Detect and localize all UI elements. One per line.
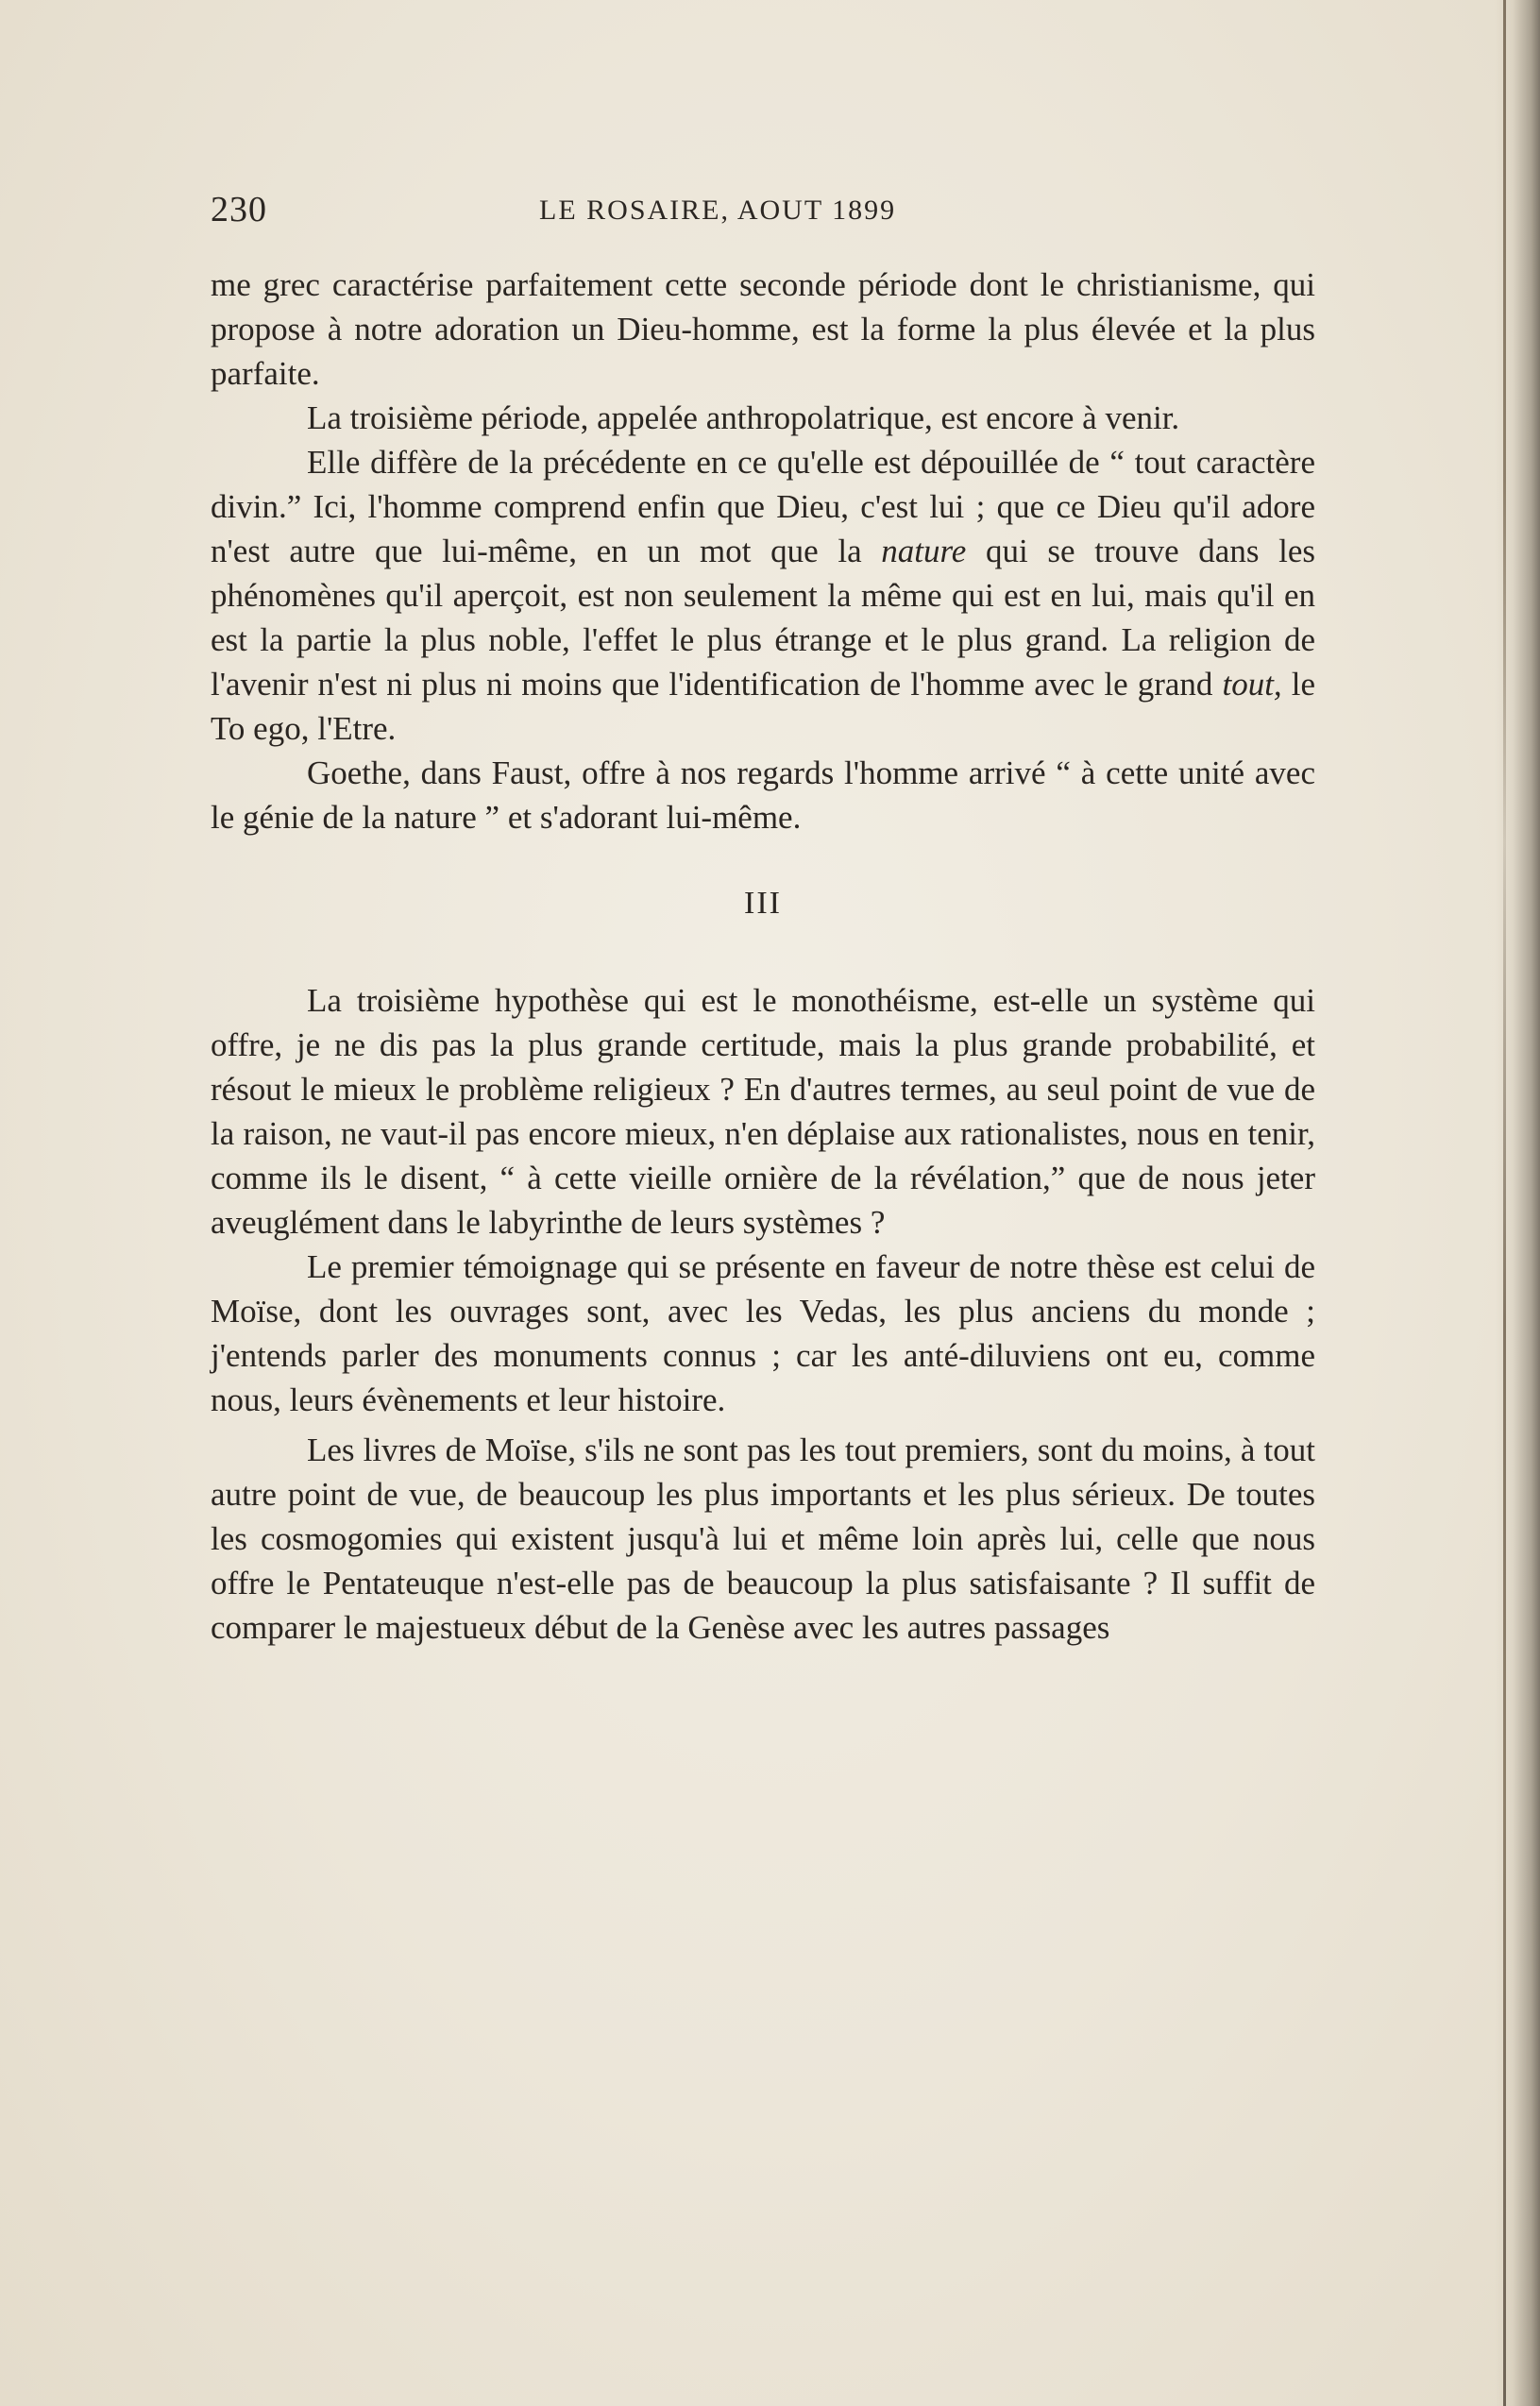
paragraph-5: La troisième hypothèse qui est le monothéisme, est-elle un système qui offre, je ne dis pas la plus grande certitude, mais la plus grande probabilité, et résout le mieux le problème religieux ? En d'autres termes, au seul point de vue de la raison, ne vaut-il pas encore mieux, n'en déplaise aux rationalistes, nous en tenir, comme ils le disent, “ à cette vieille ornière de la révélation,” que de nous jeter aveuglément dans le labyrinthe de leurs systèmes ? xyxy=(211,982,1315,1241)
page-header xyxy=(211,189,985,232)
running-title: LE ROSAIRE, AOUT 1899 xyxy=(539,195,897,226)
italic-nature: nature xyxy=(881,533,967,569)
paragraph-7: Les livres de Moïse, s'ils ne sont pas les tout premiers, sont du moins, à tout autre point de vue, de beaucoup les plus importants et les plus sérieux. De toutes les cosmogomies qui existent jusqu'à lui et même loin après lui, celle que nous offre le Pentateuque n'est-elle pas de beaucoup la plus satisfaisante ? Il suffit de comparer le majestueux début de la Genèse avec les autres passages xyxy=(211,1432,1315,1646)
italic-tout: tout, xyxy=(1222,666,1282,703)
paragraph-4: Goethe, dans Faust, offre à nos regards l'homme arrivé “ à cette unité avec le génie de la nature ” et s'adorant lui-même. xyxy=(211,754,1315,836)
paragraph-3-text-b: qui se trouve dans les phénomènes qu'il aperçoit, est non seulement la même qui est en lui, mais qu'il en est la partie la plus noble, l'effet le plus étrange et le plus grand. La religion de l'avenir n'est ni plus ni moins que l'identification de l'homme avec le grand xyxy=(211,533,1315,703)
paragraph-3 xyxy=(211,440,1315,751)
paragraph-3-text-a: Elle diffère de la précédente en ce qu'elle est dépouillée de “ tout caractère divin.” Ici, l'homme comprend enfin que Dieu, c'est lui ; que ce Dieu qu'il adore n'est autre que lui-même, en un mot que la xyxy=(211,444,1315,569)
paragraph-1: me grec caractérise parfaitement cette seconde période dont le christianisme, qui propose à notre adoration un Dieu-homme, est la forme la plus élevée et la plus parfaite. xyxy=(211,266,1315,392)
paragraph-2: La troisième période, appelée anthropolatrique, est encore à venir. xyxy=(307,399,1180,436)
paragraph-3-text-c: le To ego, l'Etre. xyxy=(211,666,1315,747)
paragraph-6: Le premier témoignage qui se présente en faveur de notre thèse est celui de Moïse, dont les ouvrages sont, avec les Vedas, les plus anciens du monde ; j'entends parler des monuments connus ; car les anté-diluviens ont eu, comme nous, leurs évènements et leur histoire. xyxy=(211,1248,1315,1418)
page-edge-shadow xyxy=(1495,0,1540,2406)
page-edge-line xyxy=(1503,0,1506,2406)
page-number: 230 xyxy=(211,190,267,229)
section-heading: III xyxy=(744,886,782,921)
body-text xyxy=(211,263,1315,1650)
